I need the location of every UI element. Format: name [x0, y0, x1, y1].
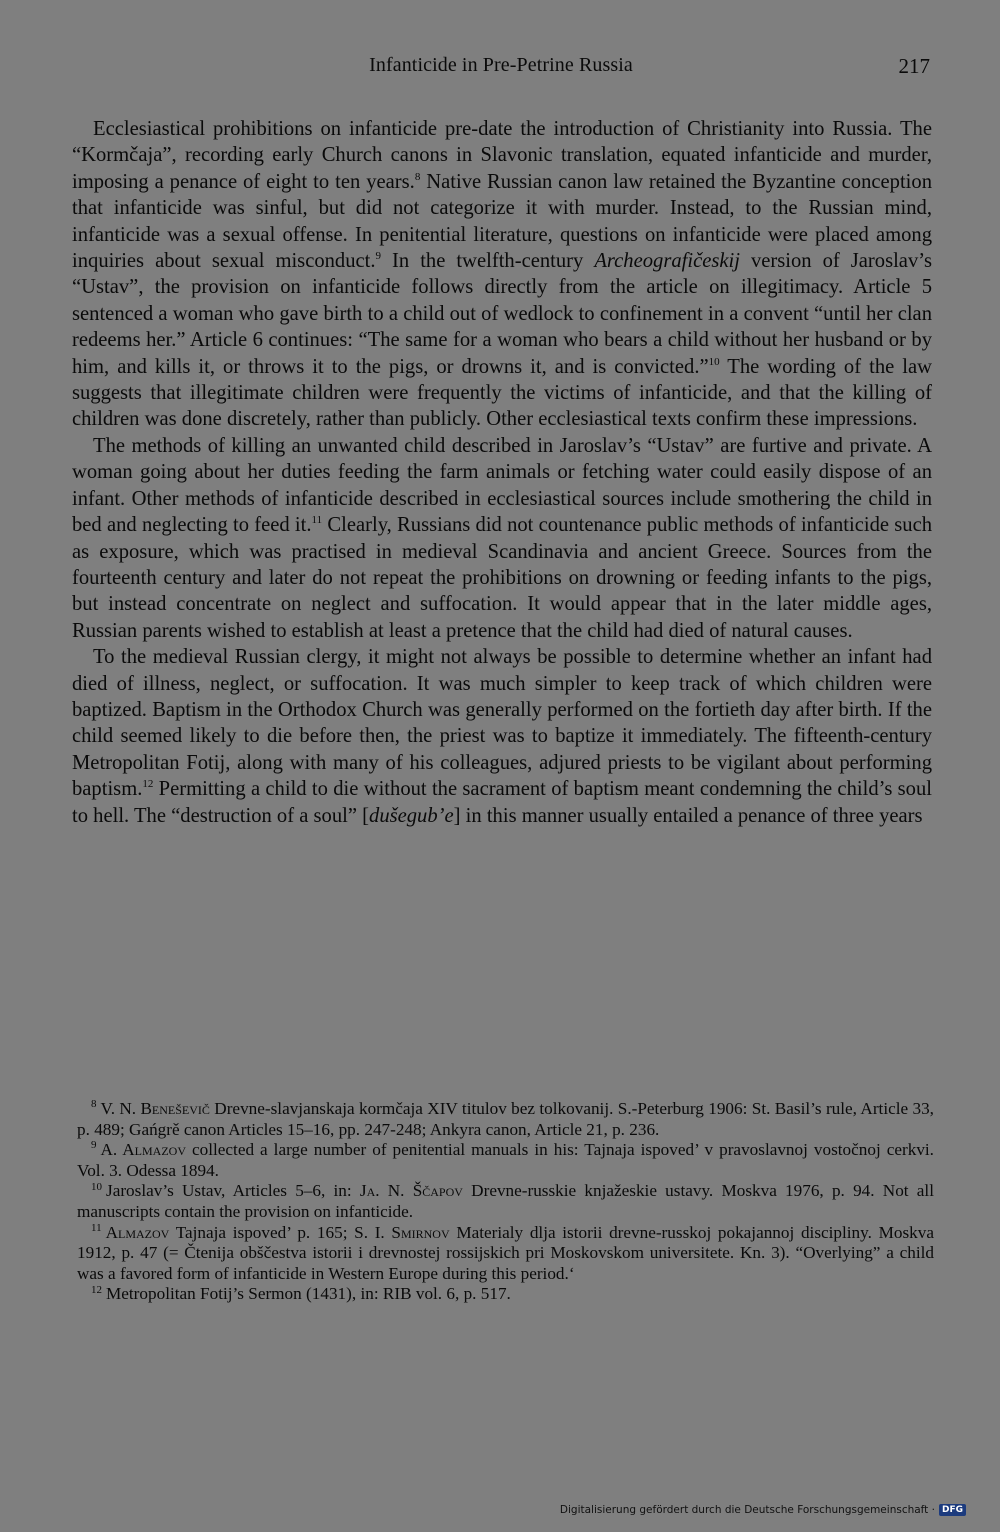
- running-title: Infanticide in Pre-Petrine Russia: [369, 54, 633, 76]
- digitization-credit: [560, 1504, 966, 1516]
- paragraph-2: [72, 433, 932, 644]
- footnote-number: 9: [91, 1139, 97, 1152]
- footnote-ref-9: 9: [375, 250, 382, 263]
- footnote-8: [77, 1099, 934, 1140]
- footnote-11: [77, 1223, 934, 1285]
- footnote-ref-8: 8: [414, 170, 421, 183]
- paragraph-2-text-b: Clearly, Russians did not countenance public methods of infanticide such as exposure, which was practised in medieval Scandinavia and ancient Greece. Sources from the fourteenth century and later do not repeat the prohibitions on drowning or feeding infants to the pigs, but instead concentrate on neglect and suffocation. It would appear that in the later middle ages, Russian parents wished to establish at least a pretence that the child had died of natural causes.: [72, 514, 933, 642]
- paragraph-2-text-a: The methods of killing an unwanted child described in Jaroslav’s “Ustav” are furtive and private. A woman going about her duties feeding the farm animals or fetching water could easily dispose of an infant. Other methods of infanticide described in ecclesiastical sources include smothering the child in bed and neglecting to feed it.: [72, 434, 932, 537]
- footnote-text: Drevne-russkie knjažeskie ustavy. Moskva 1976, p. 94. Not all manuscripts contain the provision on infanticide.: [77, 1181, 934, 1221]
- footnote-text: Metropolitan Fotij’s Sermon (1431), in: RIB vol. 6, p. 517.: [106, 1284, 511, 1304]
- footnote-9: [77, 1140, 934, 1181]
- footnote-author: Almazov: [105, 1222, 170, 1242]
- paragraph-1: [72, 116, 932, 433]
- footnote-author: A. Almazov: [100, 1140, 187, 1160]
- footnote-stray-mark: ‘: [568, 1263, 575, 1283]
- credit-text: Digitalisierung gefördert durch die Deutsche Forschungsgemeinschaft ·: [559, 1504, 935, 1516]
- footnote-author: V. N. Beneševič: [100, 1099, 210, 1118]
- footnote-text: Drevne-slavjanskaja kormčaja XIV titulov bez tolkovanij. S.-Peterburg 1906: St. Basil’s rule, Article 33, p. 489; Gańgrě canon Articles 15–16, pp. 247-248; Ankyra canon, Article 21, p. 236.: [77, 1099, 934, 1139]
- footnotes: [77, 1099, 934, 1305]
- footnote-ref-11: 11: [311, 514, 323, 527]
- footnote-ref-12: 12: [142, 778, 154, 791]
- footnote-number: 12: [91, 1283, 102, 1296]
- running-head: [72, 54, 930, 84]
- footnote-text: Jaroslav’s Ustav, Articles 5–6, in:: [106, 1181, 360, 1201]
- footnote-ref-10: 10: [708, 355, 720, 368]
- paragraph-1-text-e: The wording of the law suggests that illegitimate children were frequently the victims of infanticide, and that the killing of children was done discretely, rather than publicly. Other ecclesiastical texts confirm these impressions.: [72, 355, 932, 431]
- paragraph-1-text-d: version of Jaroslav’s “Ustav”, the provision on infanticide follows directly from the article on illegitimacy. Article 5 sentenced a woman who gave birth to a child out of wedlock to confinement in a convent “until her clan redeems her.” Article 6 continues: “The same for a woman who bears a child without her husband or by him, and kills it, or throws it to the pigs, or drowns it, and is convicted.”: [72, 250, 932, 378]
- footnote-number: 8: [91, 1098, 97, 1111]
- footnote-author: Smirnov: [391, 1222, 450, 1242]
- footnote-author: Ja. N. Ščapov: [359, 1181, 463, 1201]
- paragraph-1-text-a: Ecclesiastical prohibitions on infanticide pre-date the introduction of Christianity into Russia. The “Kormčaja”, recording early Church canons in Slavonic translation, equated infanticide and murder, imposing a penance of eight to ten years.: [72, 118, 932, 193]
- paragraph-1-italic-title: Archeografičeskij: [594, 250, 740, 273]
- dfg-logo: DFG: [939, 1504, 966, 1516]
- footnote-10: [77, 1181, 934, 1222]
- paragraph-3-text-a: To the medieval Russian clergy, it might not always be possible to determine whether an infant had died of illness, neglect, or suffocation. It was much simpler to keep track of which children were baptized. Baptism in the Orthodox Church was generally performed on the fortieth day after birth. If the child seemed likely to die before then, the priest was to baptize it immediately. The fifteenth-century Metropolitan Fotij, along with many of his colleagues, adjured priests to be vigilant about performing baptism.: [72, 646, 932, 801]
- page-number: 217: [898, 54, 930, 78]
- paragraph-3-text-b: Permitting a child to die without the sacrament of baptism meant condemning the child’s soul to hell. The “destruction of a soul” [: [72, 778, 932, 827]
- paragraph-1-text-c: In the twelfth-century: [381, 250, 595, 273]
- footnote-text: Tajnaja ispoved’ p. 165; S. I.: [169, 1222, 392, 1242]
- paragraph-3-text-c: ] in this manner usually entailed a penance of three years: [453, 804, 923, 827]
- footnote-text: collected a large number of penitential manuals in his: Tajnaja ispoved’ v pravoslavnoj vostočnoj cerkvi. Vol. 3. Odessa 1894.: [77, 1140, 934, 1180]
- footnote-text: Materialy dlja istorii drevne-russkoj pokajannoj discipliny. Moskva 1912, p. 47 (= Čtenija obščestva istorii i drevnostej rossijskich pri Moskovskom universitete. Kn. 3). “Overlying” a child was a favored form of infanticide in Western Europe during this period.: [77, 1222, 934, 1283]
- paragraph-3-italic-term: dušegub’e: [369, 804, 454, 827]
- footnote-number: 11: [91, 1221, 102, 1234]
- body-text: [72, 116, 932, 829]
- paragraph-3: [72, 644, 932, 829]
- footnote-12: [77, 1284, 934, 1305]
- footnote-number: 10: [91, 1180, 102, 1193]
- paragraph-1-text-b: Native Russian canon law retained the Byzantine conception that infanticide was sinful, but did not categorize it with murder. Instead, to the Russian mind, infanticide was a sexual offense. In penitential literature, questions on infanticide were placed among inquiries about sexual misconduct.: [72, 170, 933, 273]
